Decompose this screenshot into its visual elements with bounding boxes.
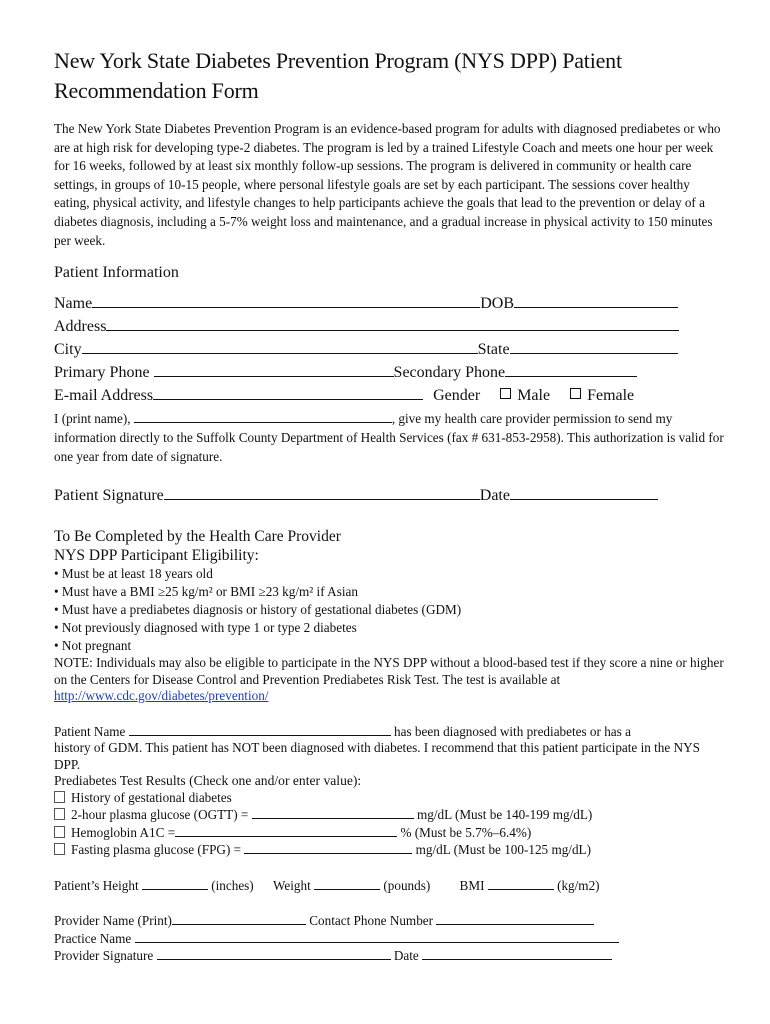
test-result-item: History of gestational diabetes	[54, 790, 724, 807]
primary-phone-field[interactable]	[154, 361, 394, 377]
city-label: City	[54, 341, 82, 359]
provider-signature-field[interactable]	[157, 947, 391, 960]
measurements-row: Patient’s Height (inches) Weight (pounds) BMI (kg/m2)	[54, 877, 600, 893]
criteria-item: • Must have a prediabetes diagnosis or history of gestational diabetes (GDM)	[54, 602, 462, 618]
gender-label: Gender	[433, 387, 481, 405]
eligibility-criteria-list	[54, 565, 724, 655]
primary-phone-label: Primary Phone	[54, 364, 154, 382]
cdc-prevention-link[interactable]: http://www.cdc.gov/diabetes/prevention/	[54, 688, 269, 704]
female-checkbox[interactable]	[570, 388, 581, 399]
provider-patient-name-field[interactable]	[129, 723, 391, 736]
city-field[interactable]	[82, 338, 478, 354]
form-page	[54, 46, 724, 965]
patient-name-label: Patient Name	[54, 723, 129, 739]
secondary-phone-label: Secondary Phone	[393, 364, 506, 382]
address-label: Address	[54, 318, 107, 336]
patient-signature-field[interactable]	[164, 484, 480, 500]
provider-name-field[interactable]	[172, 912, 306, 925]
address-row	[54, 315, 724, 338]
patient-information-heading: Patient Information	[54, 264, 179, 282]
consent-prefix: I (print name),	[54, 411, 134, 427]
patient-signature-row	[54, 484, 724, 505]
provider-statement: Patient Name has been diagnosed with prediabetes or has a history of GDM. This patient has NOT been diagnosed with diabetes. I recommend that this patient participate in the NYS DPP.	[54, 723, 700, 772]
name-dob-row	[54, 292, 724, 315]
practice-name-field[interactable]	[135, 930, 619, 943]
female-label: Female	[587, 387, 635, 405]
criteria-item: • Not previously diagnosed with type 1 or type 2 diabetes	[54, 620, 357, 636]
criteria-item: • Not pregnant	[54, 638, 132, 654]
email-field[interactable]	[153, 384, 423, 400]
state-label: State	[477, 341, 510, 359]
gdm-checkbox[interactable]	[54, 791, 65, 803]
name-field[interactable]	[92, 292, 480, 308]
male-checkbox[interactable]	[500, 388, 511, 399]
city-state-row	[54, 338, 724, 361]
eligibility-heading: NYS DPP Participant Eligibility:	[54, 547, 259, 565]
email-label: E-mail Address	[54, 387, 154, 405]
weight-field[interactable]	[314, 877, 380, 890]
program-description: The New York State Diabetes Prevention Program is an evidence-based program for adults with diagnosed prediabetes or who are at high risk for developing type-2 diabetes. The program is led by a trained Lifestyle Coach and meets one hour per week for 16 weeks, followed by at least six monthly follow-up sessions. The program is delivered in community or health care settings, in groups of 10-15 people, where personal lifestyle goals are set by each participant. The sessions cover healthy eating, physical activity, and lifestyle changes to help participants achieve the goals that lead to the prevention or delay of a diabetes diagnosis, including a 5-7% weight loss and maintenance, and a gradual increase in physical activity to 150 minutes per week.	[54, 121, 721, 248]
dob-field[interactable]	[514, 292, 678, 308]
male-label: Male	[517, 387, 551, 405]
patient-date-field[interactable]	[510, 484, 658, 500]
form-title: New York State Diabetes Prevention Program (NYS DPP) Patient Recommendation Form	[54, 48, 622, 103]
phone-row	[54, 361, 724, 384]
a1c-checkbox[interactable]	[54, 826, 65, 838]
state-field[interactable]	[510, 338, 678, 354]
eligibility-note: NOTE: Individuals may also be eligible to participate in the NYS DPP without a blood-based test if they score a nine or higher on the Centers for Disease Control and Prevention Prediabetes Risk Test. The test is available at http://www.cdc.gov/diabetes/prevention/	[54, 655, 724, 704]
bmi-field[interactable]	[488, 877, 554, 890]
test-result-item: Fasting plasma glucose (FPG) = mg/dL (Must be 100-125 mg/dL)	[54, 841, 724, 859]
a1c-value-field[interactable]	[175, 824, 397, 837]
fpg-checkbox[interactable]	[54, 843, 65, 855]
provider-section-heading: To Be Completed by the Health Care Provider	[54, 528, 341, 546]
print-name-field[interactable]	[134, 410, 392, 423]
practice-name-row: Practice Name	[54, 930, 724, 948]
patient-signature-label: Patient Signature	[54, 487, 164, 505]
dob-label: DOB	[480, 295, 514, 313]
contact-phone-field[interactable]	[436, 912, 594, 925]
consent-text: , give my health care provider permission to send my information directly to the Suffolk County Department of Health Services (fax # 631-853-2958). This authorization is valid for one year from date of signature.	[54, 411, 724, 465]
provider-signature-row: Provider Signature Date	[54, 947, 724, 965]
provider-name-row: Provider Name (Print) Contact Phone Number	[54, 912, 724, 930]
criteria-item: • Must be at least 18 years old	[54, 566, 213, 582]
test-result-item: Hemoglobin A1C = % (Must be 5.7%–6.4%)	[54, 824, 724, 842]
criteria-item: • Must have a BMI ≥25 kg/m² or BMI ≥23 kg/m² if Asian	[54, 584, 358, 600]
consent-statement	[54, 409, 724, 466]
test-result-item: 2-hour plasma glucose (OGTT) = mg/dL (Must be 140-199 mg/dL)	[54, 806, 724, 824]
address-field[interactable]	[106, 315, 679, 331]
patient-date-label: Date	[479, 487, 510, 505]
ogtt-value-field[interactable]	[252, 806, 414, 819]
provider-date-field[interactable]	[422, 947, 612, 960]
secondary-phone-field[interactable]	[505, 361, 637, 377]
height-field[interactable]	[142, 877, 208, 890]
ogtt-checkbox[interactable]	[54, 808, 65, 820]
test-results-heading: Prediabetes Test Results (Check one and/or enter value):	[54, 773, 362, 789]
name-label: Name	[54, 295, 93, 313]
fpg-value-field[interactable]	[244, 841, 412, 854]
email-gender-row	[54, 384, 724, 407]
